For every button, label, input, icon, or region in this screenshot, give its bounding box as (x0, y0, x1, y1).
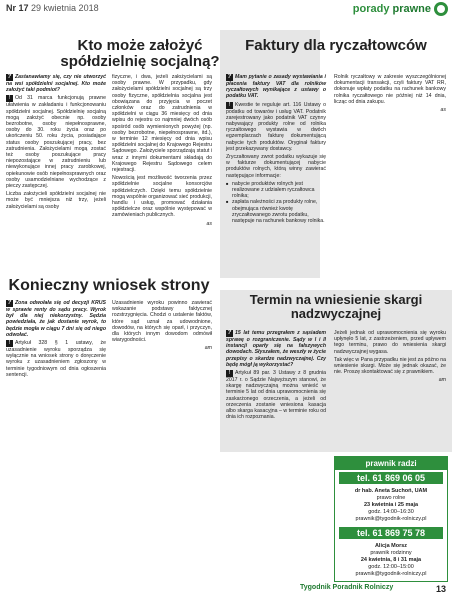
article1-col2 (112, 74, 212, 229)
brand-logo-icon (434, 2, 448, 16)
section-brand (353, 2, 448, 16)
article4-col1 (226, 330, 326, 422)
answer-mark-icon: ! (6, 340, 13, 347)
contact-day-1: 23 kwietnia i 25 maja (363, 502, 419, 508)
article1-author: as (206, 220, 212, 227)
brand-light: porady (352, 3, 390, 15)
page-number: 13 (435, 584, 446, 594)
article1-col1 (6, 74, 106, 212)
article1-para1: Od 31 marca funkcjonują prawne ułatwienia w zakładaniu i funkcjonowaniu spółdzielni socjalnej. Spółdzielnię socjalną mogą założyć obecnie np. osoby bezrobotne, osoby niepełnosprawne, osoby do 30. roku życia oraz po ukończeniu 50. roku życia, posiadające status osoby poszukującej pracy, bez zatrudnienia. Założycielami mogą zostać też osoby poszukujące pracy niepozostające w zatrudnieniu lub niewykonujące innej pracy zarobkowej, opiekunowie osób niepełnosprawnych oraz osoby usamodzielniane wychodzące z pieczy zastępczej. (6, 95, 106, 190)
contact-day-2: 24 kwietnia, 8 i 31 maja (360, 557, 422, 563)
article2-author: as (440, 107, 446, 114)
article1-title: Kto może założyć spółdzielnię socjalną? (60, 37, 220, 70)
answer-mark-icon: ! (226, 102, 233, 109)
contact-phone-2: tel. 61 869 75 78 (339, 527, 443, 539)
article1-question: Zastanawiamy się, czy nie utworzyć na wsi spółdzielni socjalnej. Kto może założyć taki podmiot? (6, 74, 106, 94)
contact-block-2 (335, 541, 447, 580)
brand-bold: prawne (392, 3, 431, 15)
issue-number: Nr 17 (6, 3, 29, 13)
contact-person-2: Alicja Morsz (374, 543, 408, 549)
article4-title: Termin na wniesienie skargi nadzwyczajnej (249, 292, 423, 321)
article2-col1 (226, 74, 326, 226)
article4-para3: Tak więc w Pana przypadku nie jest za późno na wniesienie skargi. Może się jednak okazać, że nie. Proszę skontaktować się z prawnikiem. (334, 356, 446, 376)
article4-para2: Jeżeli jednak od uprawomocnienia się wyroku upłynęło 5 lat, z zastrzeżeniem, przed upływem tego terminu, prawo do wniesienia skargi nadzwyczajnej wygasa. (334, 330, 446, 355)
article3-para1: Artykuł 328 § 1 ustawy, że uzasadnienie wyroku sporządza się wyłącznie na wniosek strony o doręczenie wyroku z uzasadnieniem zgłoszony w terminie tygodniowym od dnia ogłoszenia sentencji. (6, 340, 106, 378)
contact-box (334, 456, 448, 582)
question-mark-icon: ? (227, 74, 232, 80)
article2-bullet: ■ nabycie produktów rolnych jest realizowane z udziałem ryczałtowca rolnika; (232, 181, 326, 200)
article2-para1: Kwestie te reguluje art. 116 Ustawy o podatku od towarów i usług VAT. Podatnik zarejestrowany jako podatnik VAT czynny nabywający produkty rolne od rolnika ryczałtowego wystawia w dwóch egzemplarzach fakturę dokumentującą nabycie tych produktów. Oryginał faktury jest przekazywany dostawcy. (226, 101, 326, 152)
contact-hours-2: godz. 12:00–15:00 (368, 564, 414, 570)
contact-role-1: prawo rolne (376, 495, 406, 501)
article2-para2: Zryczałtowany zwrot podatku wykazuje się w fakturze dokumentującej nabycie produktów rolnych, którą winny zawierać następujące informacje: (226, 154, 326, 179)
issue-info (6, 3, 99, 13)
page-header (0, 0, 454, 20)
article2-title: Faktury dla ryczałtowców (245, 37, 427, 54)
contact-email-1[interactable]: prawnik@tygodnik-rolniczy.pl (355, 516, 427, 522)
article2-question: Mam pytanie o zasady wystawiania i płacenia faktury VAT dla rolników ryczałtowych wynikające z ustawy o podatku VAT. (226, 74, 326, 100)
question-mark-icon: ? (227, 330, 232, 336)
article1-para3: fizyczne, i dwa, jeżeli założycielami są osoby prawne. W przypadku, gdy założycielami spółdzielni socjalnej są trzy osoby fizyczne, spółdzielnia socjalna jest obowiązana do przyjęcia w poczet członków oraz do zatrudnienia w spółdzielni w ciągu 36 miesięcy od dnia wpisu do rejestru co najmniej dwóch osób spośród osób wymienionych powyżej (np. osoby bezrobotne, niepełnosprawne, itd.), w terminie 12 miesięcy od dnia wpisu spółdzielni socjalnej do Krajowego Rejestru Sądowego. Założyciele sporządzają statut i wraz z innymi dokumentami składają do Krajowego Rejestru Sądowego celem rejestracji. (112, 74, 212, 174)
contact-phone-1: tel. 61 869 06 05 (339, 472, 443, 484)
page-footer (300, 584, 454, 598)
article4-question: 15 lat temu przegrałem z sąsiadem sprawę o rozgraniczenie. Sądy w I i II instancji oparły się na fałszywych dowodach. Słyszałem, że weszły w życie przepisy o skardze nadzwyczajnej. Czy będę mógł ją wykorzystać? (226, 330, 326, 368)
article3-col1 (6, 300, 106, 380)
article4-author: am (438, 377, 446, 384)
contact-person-1: dr hab. Aneta Suchoń, UAM (354, 488, 428, 494)
contact-email-2[interactable]: prawnik@tygodnik-rolniczy.pl (355, 571, 427, 577)
contact-box-title: prawnik radzi (335, 457, 447, 470)
contact-hours-1: godz. 14:00–16:30 (368, 509, 414, 515)
article4-col2 (334, 330, 446, 386)
question-mark-icon: ? (7, 74, 12, 80)
contact-block-1 (335, 486, 447, 525)
article3-col2 (112, 300, 212, 354)
footer-brand: Tygodnik Poradnik Rolniczy (300, 584, 394, 591)
answer-mark-icon: ! (226, 370, 233, 377)
contact-role-2: prawnik rodzinny (370, 550, 412, 556)
article2-para3: Rolnik ryczałtowy w zakresie wyszczególnionej dokumentacji transakcji, czyli faktury VAT RR, dokonuje wpłaty podatku na rachunek bankowy rolnika ryczałtowego nie później niż 14 dnia, licząc od dnia zakupu. (334, 74, 446, 105)
article2-bullets (226, 181, 326, 224)
article2-col2 (334, 74, 446, 115)
article3-para2: Uzasadnienie wyroku powinno zawierać wskazanie podstawy faktycznej rozstrzygnięcia. Chodzi o ustalenie faktów, które sąd uznał za udowodnione, dowodów, na których się oparł, i przyczyn, dla których innym dowodom odmówił wiarygodności. (112, 300, 212, 344)
article3-title: Konieczny wniosek strony (8, 277, 210, 294)
issue-date: 29 kwietnia 2018 (31, 3, 99, 13)
article2-bullet: ■ zapłata należności za produkty rolne, obejmująca również kwotę zryczałtowanego zwrotu podatku, następuje na rachunek bankowy rolnika. (232, 199, 326, 224)
article4-para1: Artykuł 89 par. 3 Ustawy z 8 grudnia 2017 r. o Sądzie Najwyższym stanowi, że skargę nadzwyczajną można wnieść w terminie 5 lat od dnia uprawomocnienia się zaskarżonego orzeczenia, a jeżeli od orzeczenia zostanie wniesiona kasacja albo skarga kasacyjna – w terminie roku od dnia ich rozpoznania. (226, 370, 326, 421)
article1-para4: Nowością jest możliwość tworzenia przez spółdzielnie socjalne konsorcjów spółdzielczych. Dzięki temu spółdzielnie mogą wspólnie organizować sieć produkcji, handlu i usług, promować działania spółdzielcze oraz wspólnie występować w zamówieniach publicznych. (112, 175, 212, 219)
article3-author: am (204, 345, 212, 352)
answer-mark-icon: ! (6, 95, 13, 102)
article3-question: Zona odwołała się od decyzji KRUS w sprawie renty do sądu pracy. Wyrok był dla niej niekorzystny. Sędzia powiedziała, że jak dostanie wyrok, to będzie mogła w ciągu 7 dni się od niego odwołać. (6, 300, 106, 338)
article1-para2: Liczba założycieli spółdzielni socjalnej nie może być mniejsza niż trzy, jeżeli założycielami są osoby (6, 191, 106, 210)
question-mark-icon: ? (7, 300, 12, 306)
